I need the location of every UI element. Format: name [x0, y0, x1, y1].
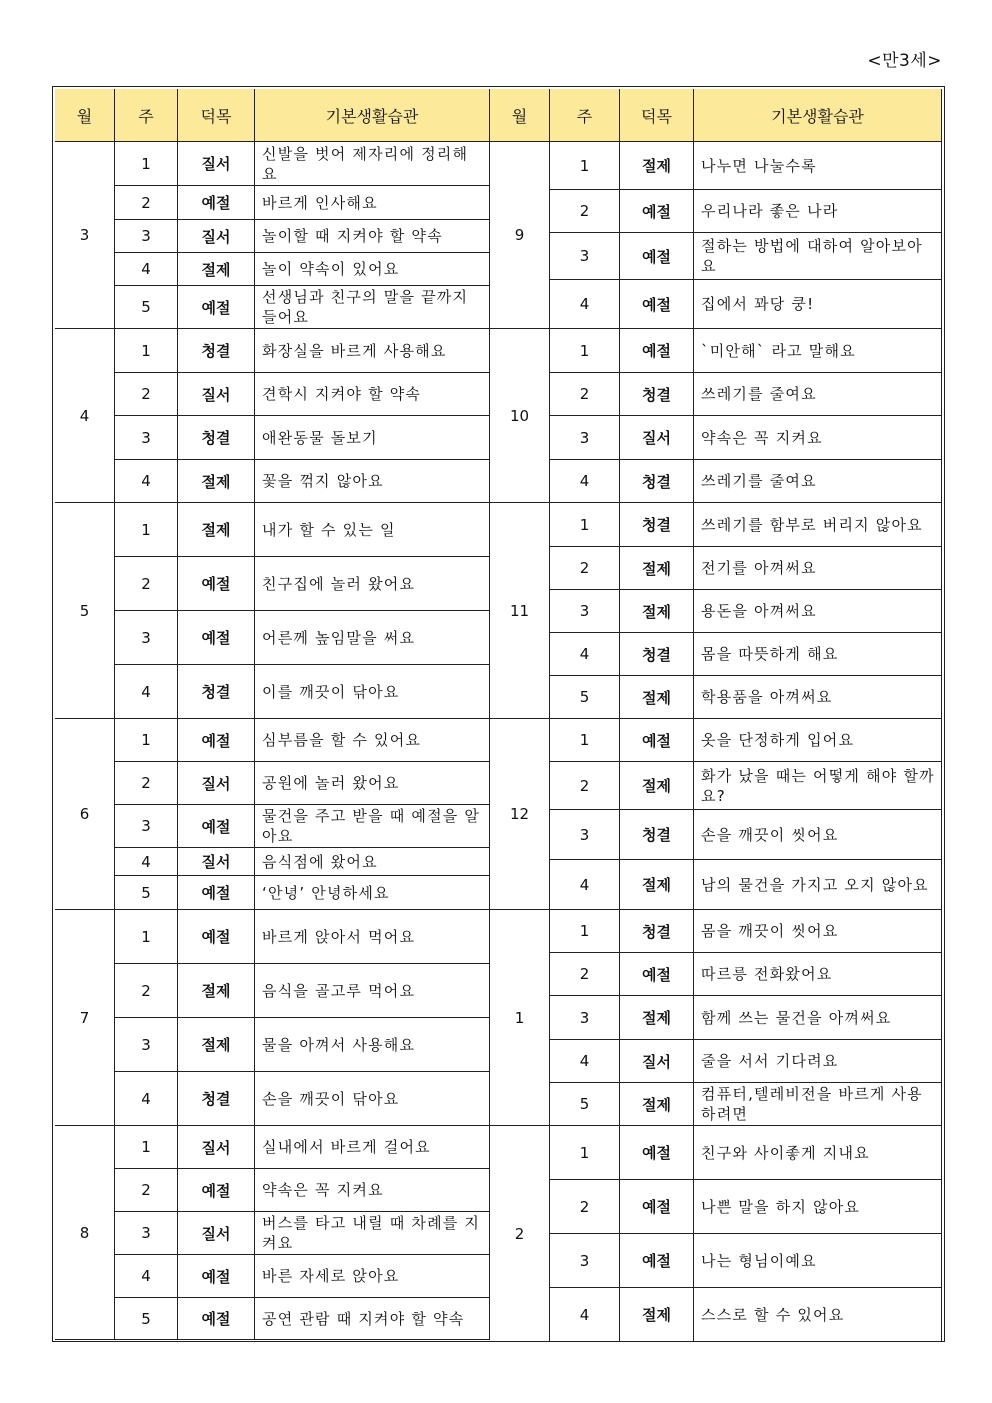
month-cell: 10: [490, 329, 550, 503]
virtue-cell: 질서: [178, 373, 255, 416]
week-cell: 3: [115, 805, 178, 848]
virtue-cell: 질서: [178, 848, 255, 876]
header-month: 월: [55, 89, 115, 142]
habit-cell: [694, 1040, 942, 1083]
virtue-cell: 절제: [620, 547, 694, 590]
week-cell: 4: [115, 460, 178, 503]
header-row: [490, 89, 942, 142]
week-cell: 3: [115, 1018, 178, 1072]
habit-text: 음식점에 왔어요: [262, 852, 378, 871]
week-cell: 2: [550, 190, 620, 233]
week-cell: 1: [550, 142, 620, 190]
header-virtue: 덕목: [178, 89, 255, 142]
virtue-cell: 절제: [620, 676, 694, 719]
virtue-cell: 청결: [620, 460, 694, 503]
week-cell: 4: [550, 1040, 620, 1083]
habit-cell: [255, 142, 490, 186]
header-virtue: 덕목: [620, 89, 694, 142]
habit-text: 음식을 골고루 먹어요: [262, 981, 416, 1000]
habit-cell: [694, 762, 942, 810]
virtue-cell: 예절: [620, 190, 694, 233]
habit-cell: [255, 286, 490, 329]
habit-cell: [255, 503, 490, 557]
virtue-cell: 예절: [178, 1298, 255, 1340]
week-cell: 3: [550, 233, 620, 280]
week-cell: 3: [550, 1234, 620, 1288]
week-cell: 3: [115, 220, 178, 253]
habit-text: 화가 났을 때는 어떻게 해야 할까요?: [701, 766, 935, 805]
week-cell: 1: [115, 719, 178, 762]
week-cell: 2: [115, 964, 178, 1018]
week-cell: 2: [550, 547, 620, 590]
habit-cell: [694, 373, 942, 416]
virtue-cell: 예절: [178, 557, 255, 611]
habit-text: 신발을 벗어 제자리에 정리해요: [262, 144, 469, 183]
week-cell: 3: [550, 416, 620, 460]
habit-text: 옷을 단정하게 입어요: [701, 731, 855, 749]
habit-cell: [694, 329, 942, 373]
habit-cell: [694, 416, 942, 460]
habit-text: `미안해` 라고 말해요: [701, 341, 856, 360]
habit-text: 친구집에 놀러 왔어요: [262, 574, 416, 593]
habit-cell: [694, 142, 942, 190]
week-cell: 2: [115, 557, 178, 611]
habit-text: 심부름을 할 수 있어요: [262, 731, 422, 749]
virtue-cell: 예절: [178, 611, 255, 665]
week-cell: 1: [550, 910, 620, 953]
habit-cell: [694, 1126, 942, 1180]
habit-text: 나는 형님이예요: [701, 1251, 817, 1270]
habit-text: 집에서 꽈당 쿵!: [701, 295, 815, 313]
habit-cell: [255, 253, 490, 286]
habit-text: 버스를 타고 내릴 때 차례를 지켜요: [262, 1214, 481, 1252]
habit-text: 나쁜 말을 하지 않아요: [701, 1197, 861, 1216]
virtue-cell: 예절: [620, 953, 694, 996]
habit-cell: [694, 190, 942, 233]
habit-cell: [694, 460, 942, 503]
virtue-cell: 예절: [178, 286, 255, 329]
habit-cell: [694, 719, 942, 762]
habit-text: 공원에 놀러 왔어요: [262, 774, 400, 792]
habit-cell: [694, 547, 942, 590]
virtue-cell: 절제: [178, 503, 255, 557]
virtue-cell: 예절: [178, 805, 255, 848]
week-cell: 3: [115, 1212, 178, 1255]
virtue-cell: 절제: [178, 253, 255, 286]
habit-text: 전기를 아껴써요: [701, 559, 817, 577]
habit-cell: [694, 1180, 942, 1234]
virtue-cell: 절제: [620, 762, 694, 810]
month-cell: 12: [490, 719, 550, 910]
virtue-cell: 예절: [620, 329, 694, 373]
habit-text: 스스로 할 수 있어요: [701, 1305, 845, 1324]
week-cell: 1: [115, 503, 178, 557]
habit-cell: [694, 280, 942, 329]
week-cell: 1: [550, 1126, 620, 1180]
virtue-cell: 질서: [178, 142, 255, 186]
habit-text: 물건을 주고 받을 때 예절을 알아요: [262, 807, 481, 845]
month-cell: 2: [490, 1126, 550, 1342]
habit-text: 따르릉 전화왔어요: [701, 965, 833, 983]
habit-text: 줄을 서서 기다려요: [701, 1052, 839, 1070]
week-cell: 1: [115, 142, 178, 186]
habit-cell: [694, 1234, 942, 1288]
habit-cell: [694, 1083, 942, 1126]
habit-text: 손을 깨끗이 씻어요: [701, 825, 839, 844]
virtue-cell: 예절: [178, 876, 255, 910]
virtue-cell: 예절: [620, 719, 694, 762]
virtue-cell: 절제: [178, 964, 255, 1018]
habit-cell: [255, 1169, 490, 1212]
month-cell: 7: [55, 910, 115, 1126]
habit-text: ‘안녕’ 안녕하세요: [262, 883, 390, 902]
month-cell: 6: [55, 719, 115, 910]
header-row: [55, 89, 490, 142]
virtue-cell: 절제: [620, 1288, 694, 1342]
virtue-cell: 절제: [178, 460, 255, 503]
week-cell: 4: [115, 1072, 178, 1126]
habit-schedule-table: [52, 86, 945, 1342]
virtue-cell: 예절: [620, 233, 694, 280]
virtue-cell: 청결: [620, 910, 694, 953]
habit-cell: [694, 633, 942, 676]
header-week: 주: [115, 89, 178, 142]
month-cell: 11: [490, 503, 550, 719]
week-cell: 4: [115, 1255, 178, 1298]
habit-text: 바르게 인사해요: [262, 193, 378, 212]
week-cell: 2: [550, 373, 620, 416]
habit-text: 쓰레기를 함부로 버리지 않아요: [701, 515, 923, 534]
habit-cell: [255, 876, 490, 910]
habit-cell: [255, 186, 490, 220]
habit-text: 몸을 깨끗이 씻어요: [701, 922, 839, 940]
habit-text: 남의 물건을 가지고 오지 않아요: [701, 875, 929, 894]
week-cell: 5: [115, 286, 178, 329]
habit-cell: [255, 557, 490, 611]
habit-cell: [255, 848, 490, 876]
virtue-cell: 예절: [620, 280, 694, 329]
virtue-cell: 질서: [620, 416, 694, 460]
virtue-cell: 절제: [620, 590, 694, 633]
virtue-cell: 청결: [178, 1072, 255, 1126]
week-cell: 3: [115, 611, 178, 665]
age-label: <만3세>: [867, 51, 942, 71]
habit-text: 애완동물 돌보기: [262, 428, 378, 447]
week-cell: 1: [115, 329, 178, 373]
virtue-cell: 청결: [620, 373, 694, 416]
habit-cell: [255, 460, 490, 503]
habit-cell: [694, 860, 942, 910]
habit-text: 컴퓨터,텔레비전을 바르게 사용하려면: [701, 1085, 923, 1123]
virtue-cell: 예절: [178, 719, 255, 762]
habit-cell: [255, 1212, 490, 1255]
week-cell: 1: [550, 719, 620, 762]
virtue-cell: 예절: [178, 910, 255, 964]
habit-cell: [255, 373, 490, 416]
virtue-cell: 청결: [178, 416, 255, 460]
week-cell: 5: [550, 1083, 620, 1126]
header-habit: 기본생활습관: [255, 89, 490, 142]
habit-text: 내가 할 수 있는 일: [262, 520, 396, 539]
week-cell: 4: [550, 860, 620, 910]
habit-cell: [255, 1072, 490, 1126]
week-cell: 3: [115, 416, 178, 460]
habit-cell: [255, 611, 490, 665]
habit-text: 어른께 높임말을 써요: [262, 628, 416, 647]
week-cell: 3: [550, 996, 620, 1040]
week-cell: 5: [115, 1298, 178, 1340]
week-cell: 4: [550, 280, 620, 329]
virtue-cell: 청결: [620, 633, 694, 676]
week-cell: 2: [115, 186, 178, 220]
habit-cell: [694, 953, 942, 996]
week-cell: 3: [550, 810, 620, 860]
virtue-cell: 질서: [620, 1040, 694, 1083]
virtue-cell: 절제: [620, 860, 694, 910]
habit-cell: [255, 805, 490, 848]
virtue-cell: 예절: [178, 1255, 255, 1298]
month-cell: 4: [55, 329, 115, 503]
month-cell: 5: [55, 503, 115, 719]
week-cell: 1: [115, 910, 178, 964]
week-cell: 5: [115, 876, 178, 910]
habit-text: 화장실을 바르게 사용해요: [262, 341, 447, 360]
week-cell: 2: [550, 953, 620, 996]
habit-cell: [255, 719, 490, 762]
habit-text: 이를 깨끗이 닦아요: [262, 682, 400, 701]
virtue-cell: 예절: [620, 1126, 694, 1180]
habit-cell: [694, 590, 942, 633]
habit-text: 꽃을 꺾지 않아요: [262, 472, 384, 490]
week-cell: 2: [115, 1169, 178, 1212]
header-week: 주: [550, 89, 620, 142]
habit-text: 손을 깨끗이 닦아요: [262, 1089, 400, 1108]
habit-cell: [255, 1126, 490, 1169]
habit-text: 놀이 약속이 있어요: [262, 260, 400, 278]
week-cell: 4: [550, 460, 620, 503]
week-cell: 4: [115, 665, 178, 719]
habit-text: 쓰레기를 줄여요: [701, 472, 817, 490]
virtue-cell: 청결: [178, 665, 255, 719]
habit-cell: [255, 762, 490, 805]
virtue-cell: 질서: [178, 220, 255, 253]
week-cell: 4: [550, 633, 620, 676]
habit-text: 공연 관람 때 지켜야 할 약속: [262, 1309, 465, 1328]
week-cell: 2: [550, 762, 620, 810]
virtue-cell: 예절: [178, 186, 255, 220]
habit-text: 견학시 지켜야 할 약속: [262, 385, 422, 403]
virtue-cell: 청결: [178, 329, 255, 373]
habit-text: 물을 아껴서 사용해요: [262, 1035, 416, 1054]
habit-text: 몸을 따뜻하게 해요: [701, 645, 839, 663]
habit-text: 함께 쓰는 물건을 아껴써요: [701, 1008, 892, 1027]
habit-cell: [255, 220, 490, 253]
month-cell: 8: [55, 1126, 115, 1340]
habit-cell: [255, 964, 490, 1018]
header-month: 월: [490, 89, 550, 142]
virtue-cell: 절제: [620, 142, 694, 190]
virtue-cell: 질서: [178, 762, 255, 805]
habit-cell: [694, 910, 942, 953]
habit-text: 우리나라 좋은 나라: [701, 202, 839, 220]
habit-cell: [255, 665, 490, 719]
habit-text: 쓰레기를 줄여요: [701, 385, 817, 403]
habit-text: 바르게 앉아서 먹어요: [262, 927, 416, 946]
habit-text: 학용품을 아껴써요: [701, 688, 833, 706]
habit-cell: [694, 810, 942, 860]
habit-cell: [694, 503, 942, 547]
week-cell: 2: [115, 762, 178, 805]
week-cell: 3: [550, 590, 620, 633]
habit-text: 약속은 꼭 지켜요: [262, 1181, 384, 1199]
virtue-cell: 절제: [178, 1018, 255, 1072]
habit-text: 절하는 방법에 대하여 알아보아요: [701, 237, 923, 275]
habit-text: 선생님과 친구의 말을 끝까지 들어요: [262, 288, 469, 326]
virtue-cell: 예절: [178, 1169, 255, 1212]
habit-cell: [694, 233, 942, 280]
habit-text: 놀이할 때 지켜야 할 약속: [262, 227, 443, 245]
habit-cell: [255, 1255, 490, 1298]
week-cell: 1: [115, 1126, 178, 1169]
header-habit: 기본생활습관: [694, 89, 942, 142]
habit-cell: [255, 1298, 490, 1340]
habit-cell: [255, 329, 490, 373]
month-cell: 3: [55, 142, 115, 329]
month-cell: 1: [490, 910, 550, 1126]
virtue-cell: 질서: [178, 1212, 255, 1255]
week-cell: 4: [115, 253, 178, 286]
habit-text: 나누면 나눌수록: [701, 156, 817, 175]
habit-cell: [694, 996, 942, 1040]
month-cell: 9: [490, 142, 550, 329]
virtue-cell: 예절: [620, 1180, 694, 1234]
virtue-cell: 청결: [620, 503, 694, 547]
week-cell: 2: [550, 1180, 620, 1234]
habit-cell: [694, 1288, 942, 1342]
virtue-cell: 절제: [620, 996, 694, 1040]
week-cell: 1: [550, 503, 620, 547]
habit-text: 친구와 사이좋게 지내요: [701, 1143, 870, 1162]
habit-text: 약속은 꼭 지켜요: [701, 428, 823, 447]
week-cell: 4: [550, 1288, 620, 1342]
virtue-cell: 예절: [620, 1234, 694, 1288]
week-cell: 4: [115, 848, 178, 876]
week-cell: 5: [550, 676, 620, 719]
habit-text: 실내에서 바르게 걸어요: [262, 1138, 431, 1156]
week-cell: 2: [115, 373, 178, 416]
habit-cell: [255, 910, 490, 964]
virtue-cell: 절제: [620, 1083, 694, 1126]
habit-cell: [255, 1018, 490, 1072]
week-cell: 1: [550, 329, 620, 373]
virtue-cell: 질서: [178, 1126, 255, 1169]
habit-cell: [255, 416, 490, 460]
habit-cell: [694, 676, 942, 719]
habit-text: 용돈을 아껴써요: [701, 602, 817, 620]
virtue-cell: 청결: [620, 810, 694, 860]
habit-text: 바른 자세로 앉아요: [262, 1267, 400, 1285]
